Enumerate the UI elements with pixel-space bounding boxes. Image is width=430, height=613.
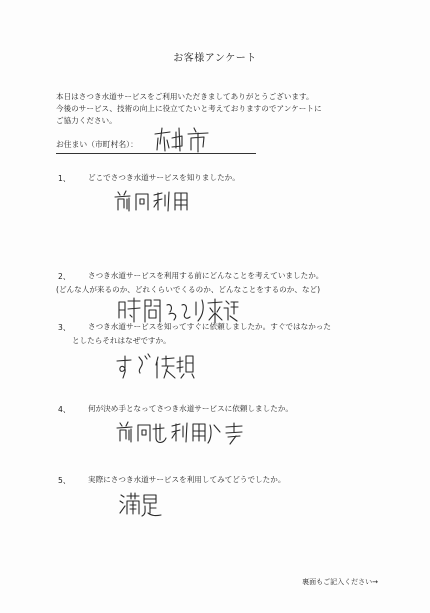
question-3-number: 3、	[58, 323, 71, 332]
question-3-text-line-2: としたらそれはなぜですか。	[72, 336, 171, 345]
intro-line-3: ご協力ください。	[56, 116, 117, 125]
question-4-text: 何が決め手となってさつき水道サービスに依頼しましたか。	[88, 404, 294, 413]
question-2-note: (どんな人が来るのか、どれくらいでくるのか、どんなことをするのか、など)	[56, 285, 321, 294]
intro-line-1: 本日はさつき水道サービスをご利用いただきましてありがとうございます。	[56, 92, 314, 101]
question-1-number: 1、	[58, 174, 71, 183]
question-5-number: 5、	[58, 476, 71, 485]
question-1-handwritten-answer	[112, 189, 192, 213]
question-2-number: 2、	[58, 272, 71, 281]
question-3-handwritten-answer	[114, 352, 194, 380]
question-2-text: さつき水道サービスを利用する前にどんなことを考えていましたか。	[88, 271, 324, 280]
address-handwritten-answer	[150, 124, 220, 154]
question-4-handwritten-answer	[114, 420, 246, 446]
question-1-text: どこでさつき水道サービスを知りましたか。	[88, 173, 240, 182]
intro-line-2: 今後のサービス、技術の向上に役立てたいと考えておりますのでアンケートに	[56, 104, 322, 113]
footer-note: 裏面もご記入ください→	[302, 578, 378, 586]
question-5-text: 実際にさつき水道サービスを利用してみてどうでしたか。	[88, 475, 286, 484]
question-5-handwritten-answer	[118, 490, 164, 518]
question-4-number: 4、	[58, 405, 71, 414]
question-3-text-line-1: さつき水道サービスを知ってすぐに依頼しましたか。すぐではなかった	[88, 322, 331, 331]
address-label: お住まい（市町村名）：	[56, 140, 138, 149]
page-title: お客様アンケート	[173, 53, 257, 64]
